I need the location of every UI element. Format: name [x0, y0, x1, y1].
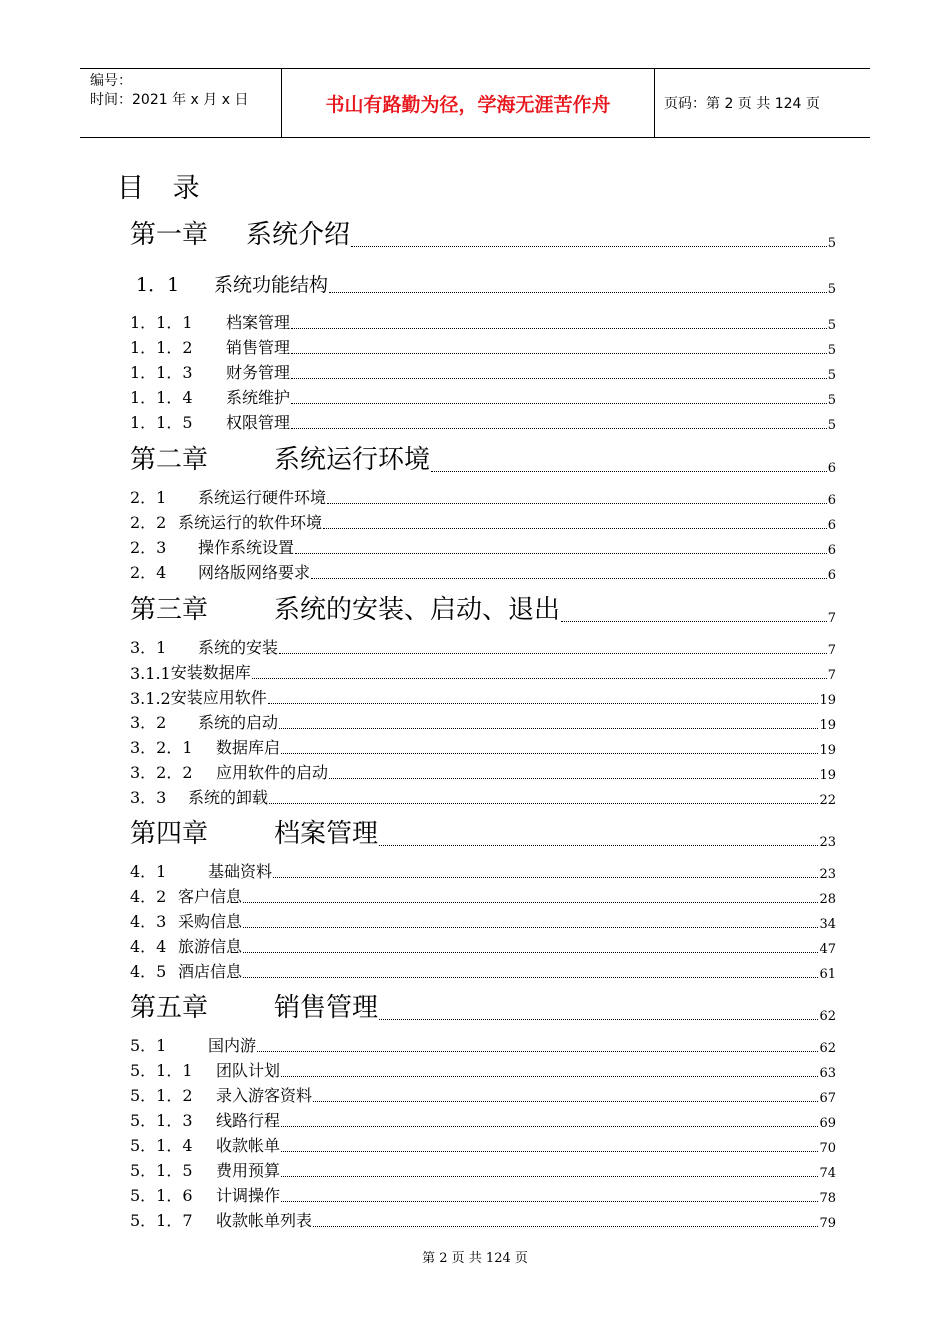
toc-entry-title: 数据库启 [216, 738, 281, 757]
dot-leader [281, 1175, 818, 1177]
toc-entry[interactable] [130, 562, 836, 583]
dot-leader [323, 527, 827, 529]
toc-entry-page: 69 [819, 1116, 836, 1131]
toc-entry-title: 操作系统设置 [198, 538, 295, 557]
toc-entry-page: 34 [819, 917, 836, 932]
toc-entry[interactable] [130, 387, 836, 408]
toc-entry-number: 第三章 [130, 595, 209, 625]
toc-entry-number: 4．3 [130, 912, 167, 931]
toc-entry-page: 62 [819, 1009, 836, 1024]
dot-leader [291, 327, 827, 329]
toc-entry-title: 系统运行环境 [274, 445, 431, 475]
dot-leader [329, 291, 827, 293]
dot-leader [268, 702, 819, 704]
toc-entry-title: 档案管理 [226, 313, 291, 332]
toc-entry-title: 档案管理 [274, 819, 379, 849]
toc-entry-title: 采购信息 [178, 912, 243, 931]
header-meta [90, 72, 248, 110]
toc-entry[interactable] [130, 712, 836, 733]
toc-entry[interactable] [130, 1060, 836, 1081]
toc-entry-page: 7 [827, 611, 836, 626]
toc-entry-page: 23 [819, 835, 836, 850]
code-label: 编号： [90, 73, 132, 89]
toc-entry[interactable] [130, 594, 836, 626]
page-header [80, 68, 870, 138]
toc-entry[interactable] [130, 337, 836, 358]
toc-entry-page: 5 [827, 318, 836, 333]
toc-entry-page: 19 [819, 768, 836, 783]
toc-entry[interactable] [130, 662, 836, 683]
toc-entry[interactable] [130, 936, 836, 957]
toc-title: 目 录 [117, 173, 210, 204]
toc-entry-page: 5 [827, 343, 836, 358]
toc-entry-number: 1．1．1 [130, 313, 193, 332]
dot-leader [243, 926, 818, 928]
toc-entry[interactable] [130, 737, 836, 758]
toc-entry-number: 5．1．1 [130, 1061, 193, 1080]
toc-entry-number: 1．1．3 [130, 363, 193, 382]
dot-leader [243, 976, 818, 978]
toc-entry-number: 1．1 [136, 274, 180, 296]
toc-entry-number: 5．1．6 [130, 1186, 193, 1205]
toc-entry-page: 19 [819, 693, 836, 708]
toc-entry-number: 3．2．2 [130, 763, 193, 782]
toc-entry-number: 4．5 [130, 962, 167, 981]
dot-leader [269, 802, 818, 804]
toc-entry-title: 系统的启动 [198, 713, 279, 732]
toc-entry-page: 6 [827, 568, 836, 583]
toc-entry-page: 61 [819, 967, 836, 982]
toc-entry-number: 5．1 [130, 1036, 167, 1055]
dot-leader [279, 727, 818, 729]
toc-entry-number: 3.1.1 [130, 664, 171, 683]
toc-entry-number: 3．3 [130, 788, 167, 807]
toc-entry-page: 22 [819, 793, 836, 808]
dot-leader [379, 844, 818, 846]
dot-leader [279, 652, 827, 654]
toc-entry-title: 系统功能结构 [214, 274, 329, 296]
dot-leader [273, 876, 818, 878]
dot-leader [291, 377, 827, 379]
toc-entry[interactable] [130, 911, 836, 932]
toc-entry-number: 第五章 [130, 993, 209, 1023]
toc-entry-page: 7 [827, 643, 836, 658]
dot-leader [257, 1050, 818, 1052]
toc-entry[interactable] [130, 787, 836, 808]
toc-entry-page: 5 [827, 236, 836, 251]
toc-entry-page: 6 [827, 461, 836, 476]
toc-entry[interactable] [130, 762, 836, 783]
dot-leader [313, 1100, 818, 1102]
toc-entry-number: 1．1．2 [130, 338, 193, 357]
toc-entry-page: 5 [827, 393, 836, 408]
toc-entry-number: 2．3 [130, 538, 167, 557]
toc-entry-page: 6 [827, 543, 836, 558]
header-divider [654, 69, 655, 137]
toc-entry-page: 19 [819, 718, 836, 733]
toc-entry-number: 2．4 [130, 563, 167, 582]
dot-leader [327, 502, 827, 504]
toc-entry[interactable] [130, 992, 836, 1024]
toc-entry[interactable] [130, 886, 836, 907]
toc-entry[interactable] [130, 1110, 836, 1131]
toc-entry-title: 系统运行硬件环境 [198, 488, 327, 507]
toc-entry-number: 第二章 [130, 445, 209, 475]
toc-entry[interactable] [130, 861, 836, 882]
toc-entry-title: 系统的安装、启动、退出 [274, 595, 561, 625]
dot-leader [311, 577, 827, 579]
toc-entry-title: 安装应用软件 [170, 688, 267, 707]
toc-entry[interactable] [130, 412, 836, 433]
toc-entry-page: 78 [819, 1191, 836, 1206]
toc-entry-title: 酒店信息 [178, 962, 243, 981]
toc-entry-number: 3．2 [130, 713, 167, 732]
toc-entry-page: 5 [827, 368, 836, 383]
toc-entry-number: 2．1 [130, 488, 167, 507]
toc-entry-number: 5．1．7 [130, 1211, 193, 1230]
toc-entry[interactable] [130, 1160, 836, 1181]
toc-entry-page: 6 [827, 518, 836, 533]
dot-leader [351, 245, 827, 247]
toc-entry-page: 5 [827, 418, 836, 433]
toc-entry-number: 5．1．3 [130, 1111, 193, 1130]
dot-leader [281, 1125, 818, 1127]
dot-leader [252, 677, 827, 679]
toc-entry-title: 收款帐单列表 [216, 1211, 313, 1230]
toc-entry-title: 系统的卸载 [188, 788, 269, 807]
toc-entry[interactable] [130, 1210, 836, 1231]
toc-entry-number: 第四章 [130, 819, 209, 849]
toc-entry-title: 系统介绍 [246, 220, 351, 250]
dot-leader [281, 1075, 818, 1077]
toc-entry-title: 收款帐单 [216, 1136, 281, 1155]
toc-entry-title: 权限管理 [226, 413, 291, 432]
toc-entry-title: 计调操作 [216, 1186, 281, 1205]
toc-entry[interactable] [130, 687, 836, 708]
toc-entry-number: 5．1．2 [130, 1086, 193, 1105]
toc-entry-page: 7 [827, 668, 836, 683]
toc-entry-title: 网络版网络要求 [198, 563, 311, 582]
toc-entry-page: 79 [819, 1216, 836, 1231]
toc-entry-number: 5．1．4 [130, 1136, 193, 1155]
time-label: 时间：2021 年 x 月 x 日 [90, 92, 249, 108]
dot-leader [243, 951, 818, 953]
toc-entry-title: 客户信息 [178, 887, 243, 906]
toc-entry-title: 旅游信息 [178, 937, 243, 956]
toc-entry-title: 系统的安装 [198, 638, 279, 657]
toc-entry[interactable] [130, 512, 836, 533]
toc-entry[interactable] [130, 637, 836, 658]
toc-entry[interactable] [130, 1085, 836, 1106]
dot-leader [379, 1018, 818, 1020]
dot-leader [281, 1200, 818, 1202]
toc-entry-number: 3．1 [130, 638, 167, 657]
toc-entry-page: 19 [819, 743, 836, 758]
toc-entry[interactable] [130, 487, 836, 508]
toc-entry-title: 线路行程 [216, 1111, 281, 1130]
toc-entry-number: 4．4 [130, 937, 167, 956]
page-info: 页码：第 2 页 共 124 页 [664, 96, 820, 112]
toc-entry-title: 团队计划 [216, 1061, 281, 1080]
toc-entry-number: 4．2 [130, 887, 167, 906]
toc-entry-title: 国内游 [208, 1036, 257, 1055]
dot-leader [291, 402, 827, 404]
toc-entry[interactable] [130, 444, 836, 476]
dot-leader [243, 901, 818, 903]
toc-entry-page: 47 [819, 942, 836, 957]
toc-entry-page: 70 [819, 1141, 836, 1156]
toc-entry-title: 系统维护 [226, 388, 291, 407]
toc-entry-page: 62 [819, 1041, 836, 1056]
toc-entry-page: 6 [827, 493, 836, 508]
toc-entry[interactable] [130, 1035, 836, 1056]
toc-entry[interactable] [130, 219, 836, 251]
motto: 书山有路勤为径，学海无涯苦作舟 [325, 93, 611, 116]
toc-entry-number: 3.1.2 [130, 689, 171, 708]
dot-leader [313, 1225, 818, 1227]
toc-entry[interactable] [130, 1135, 836, 1156]
dot-leader [281, 752, 818, 754]
toc-entry[interactable] [130, 1185, 836, 1206]
toc-entry-title: 基础资料 [208, 862, 273, 881]
dot-leader [281, 1150, 818, 1152]
toc-entry[interactable] [130, 271, 836, 297]
toc-entry[interactable] [130, 961, 836, 982]
toc-entry-title: 应用软件的启动 [216, 763, 329, 782]
toc-entry-page: 63 [819, 1066, 836, 1081]
page-footer: 第 2 页 共 124 页 [422, 1251, 528, 1266]
dot-leader [431, 470, 827, 472]
toc-entry-page: 23 [819, 867, 836, 882]
toc-entry-number: 5．1．5 [130, 1161, 193, 1180]
toc-entry-title: 费用预算 [216, 1161, 281, 1180]
toc-entry-number: 1．1．5 [130, 413, 193, 432]
dot-leader [329, 777, 818, 779]
toc-entry-number: 第一章 [130, 220, 209, 250]
dot-leader [295, 552, 827, 554]
toc-entry-page: 74 [819, 1166, 836, 1181]
toc-entry-number: 4．1 [130, 862, 167, 881]
dot-leader [561, 620, 827, 622]
toc-entry[interactable] [130, 312, 836, 333]
toc-entry-title: 财务管理 [226, 363, 291, 382]
toc-entry-title: 系统运行的软件环境 [178, 513, 323, 532]
toc-entry-title: 销售管理 [226, 338, 291, 357]
toc-entry-page: 28 [819, 892, 836, 907]
toc-entry[interactable] [130, 537, 836, 558]
dot-leader [291, 352, 827, 354]
toc-entry-title: 录入游客资料 [216, 1086, 313, 1105]
toc-entry[interactable] [130, 818, 836, 850]
dot-leader [291, 427, 827, 429]
toc-entry-number: 1．1．4 [130, 388, 193, 407]
toc-entry-number: 3．2．1 [130, 738, 193, 757]
toc-entry-page: 5 [827, 282, 836, 297]
toc-entry-page: 67 [819, 1091, 836, 1106]
toc-entry-title: 销售管理 [274, 993, 379, 1023]
toc-entry-number: 2．2 [130, 513, 167, 532]
toc-entry[interactable] [130, 362, 836, 383]
toc-entry-title: 安装数据库 [170, 663, 251, 682]
